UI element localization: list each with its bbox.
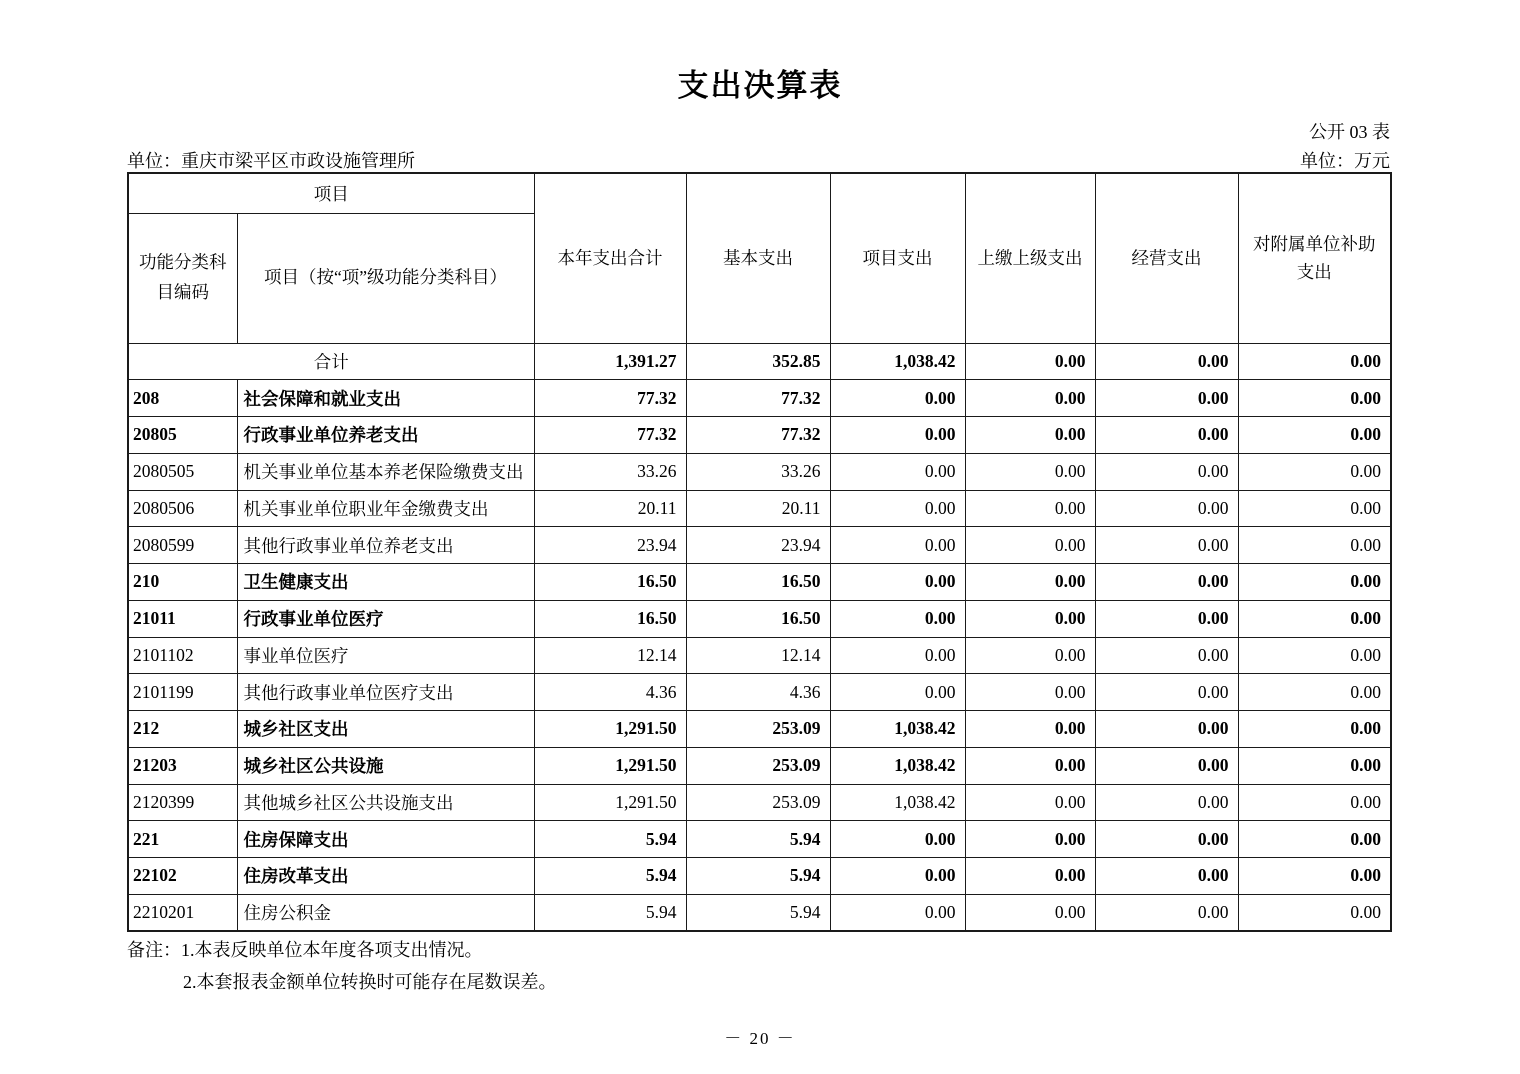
header-item: 项目（按“项”级功能分类科目） [237,213,534,343]
table-row [128,343,1391,380]
row-value: 1,038.42 [830,747,965,784]
row-value: 0.00 [1238,674,1391,711]
row-value: 0.00 [1095,858,1238,895]
row-code: 2080599 [128,527,237,564]
header-col-project-exp: 项目支出 [830,173,965,343]
row-value: 77.32 [534,417,686,454]
row-value: 0.00 [830,600,965,637]
row-code: 21203 [128,747,237,784]
row-value: 20.11 [686,490,830,527]
row-value: 0.00 [1238,380,1391,417]
row-value: 0.00 [830,564,965,601]
currency-unit-label: 单位：万元 [1300,151,1390,171]
row-value: 77.32 [686,380,830,417]
header-col-operating: 经营支出 [1095,173,1238,343]
row-value: 0.00 [965,600,1095,637]
row-value: 0.00 [1095,380,1238,417]
row-value: 0.00 [1238,527,1391,564]
row-value: 0.00 [1095,453,1238,490]
row-value: 0.00 [830,380,965,417]
row-value: 12.14 [534,637,686,674]
row-value: 5.94 [686,821,830,858]
row-value: 1,291.50 [534,711,686,748]
row-name: 机关事业单位职业年金缴费支出 [237,490,534,527]
header-group-project: 项目 [128,173,534,213]
table-row [128,417,1391,454]
row-value: 0.00 [830,527,965,564]
row-value: 4.36 [534,674,686,711]
row-value: 253.09 [686,784,830,821]
row-value: 1,038.42 [830,784,965,821]
row-value: 33.26 [534,453,686,490]
table-code-label: 公开 03 表 [1309,122,1390,142]
row-name: 住房保障支出 [237,821,534,858]
row-value: 20.11 [534,490,686,527]
row-value: 0.00 [1238,564,1391,601]
header-code: 功能分类科目编码 [128,213,237,343]
row-value: 33.26 [686,453,830,490]
row-value: 0.00 [1095,784,1238,821]
row-value: 4.36 [686,674,830,711]
row-value: 0.00 [1238,858,1391,895]
row-value: 0.00 [1095,600,1238,637]
row-value: 1,291.50 [534,784,686,821]
row-name: 行政事业单位医疗 [237,600,534,637]
page-title: 支出决算表 [677,68,843,103]
table-row [128,858,1391,895]
table-row [128,380,1391,417]
row-value: 0.00 [1238,490,1391,527]
row-value: 0.00 [1095,674,1238,711]
row-value: 0.00 [830,490,965,527]
row-value: 0.00 [965,784,1095,821]
row-value: 0.00 [1238,417,1391,454]
row-name: 机关事业单位基本养老保险缴费支出 [237,453,534,490]
row-value: 5.94 [686,894,830,931]
header-col-upper: 上缴上级支出 [965,173,1095,343]
row-value: 0.00 [965,711,1095,748]
row-value: 0.00 [965,747,1095,784]
row-value: 5.94 [534,858,686,895]
row-value: 0.00 [830,894,965,931]
row-value: 16.50 [534,564,686,601]
row-value: 0.00 [1238,784,1391,821]
row-code: 2080506 [128,490,237,527]
table-row [128,637,1391,674]
row-value: 5.94 [534,821,686,858]
row-value: 23.94 [686,527,830,564]
page-number: － 20 － [724,1029,796,1048]
expenditure-table [127,172,1392,932]
table-row [128,747,1391,784]
row-value: 1,391.27 [534,343,686,380]
row-code: 2080505 [128,453,237,490]
row-value: 0.00 [1095,527,1238,564]
row-value: 0.00 [965,380,1095,417]
reporting-unit-label: 单位：重庆市梁平区市政设施管理所 [127,151,415,171]
row-value: 0.00 [1095,564,1238,601]
row-name: 卫生健康支出 [237,564,534,601]
table-row [128,453,1391,490]
row-value: 0.00 [1095,343,1238,380]
row-value: 0.00 [1095,490,1238,527]
footnotes [127,934,1390,999]
row-value: 0.00 [1095,747,1238,784]
table-body [128,343,1391,931]
row-value: 16.50 [534,600,686,637]
row-code: 208 [128,380,237,417]
table-row [128,894,1391,931]
row-name: 行政事业单位养老支出 [237,417,534,454]
row-value: 0.00 [1238,637,1391,674]
row-value: 0.00 [1238,453,1391,490]
table-header [128,173,1391,343]
row-value: 0.00 [965,821,1095,858]
row-value: 0.00 [965,637,1095,674]
row-value: 0.00 [1095,711,1238,748]
row-code: 2101102 [128,637,237,674]
row-value: 0.00 [965,564,1095,601]
row-value: 253.09 [686,711,830,748]
table-row [128,711,1391,748]
row-code: 221 [128,821,237,858]
row-code: 20805 [128,417,237,454]
table-row [128,527,1391,564]
row-value: 23.94 [534,527,686,564]
row-code: 21011 [128,600,237,637]
row-name: 其他城乡社区公共设施支出 [237,784,534,821]
footnote-1: 备注：1.本表反映单位本年度各项支出情况。 [127,940,483,960]
row-value: 0.00 [1238,711,1391,748]
table-row [128,674,1391,711]
row-code: 2210201 [128,894,237,931]
row-value: 1,038.42 [830,711,965,748]
row-value: 0.00 [1095,894,1238,931]
row-name: 城乡社区公共设施 [237,747,534,784]
table-row [128,600,1391,637]
row-value: 0.00 [965,674,1095,711]
row-value: 16.50 [686,600,830,637]
row-value: 1,291.50 [534,747,686,784]
header-col-basic: 基本支出 [686,173,830,343]
row-value: 0.00 [830,417,965,454]
row-value: 0.00 [965,417,1095,454]
row-value: 0.00 [830,637,965,674]
row-total-label: 合计 [128,343,534,380]
row-value: 16.50 [686,564,830,601]
row-value: 0.00 [830,674,965,711]
row-name: 住房公积金 [237,894,534,931]
row-value: 77.32 [534,380,686,417]
header-col-subsidy: 对附属单位补助支出 [1238,173,1391,343]
row-name: 社会保障和就业支出 [237,380,534,417]
row-name: 住房改革支出 [237,858,534,895]
table-row [128,821,1391,858]
row-value: 0.00 [1238,343,1391,380]
row-code: 2120399 [128,784,237,821]
row-value: 0.00 [830,453,965,490]
row-value: 0.00 [965,343,1095,380]
row-value: 5.94 [534,894,686,931]
row-code: 212 [128,711,237,748]
row-value: 12.14 [686,637,830,674]
row-value: 0.00 [1238,747,1391,784]
table-row [128,564,1391,601]
table-row [128,784,1391,821]
row-code: 2101199 [128,674,237,711]
row-value: 0.00 [1095,417,1238,454]
row-value: 0.00 [1095,637,1238,674]
row-value: 0.00 [1238,894,1391,931]
row-value: 0.00 [1095,821,1238,858]
row-value: 352.85 [686,343,830,380]
row-value: 0.00 [830,858,965,895]
row-value: 0.00 [965,894,1095,931]
table-row [128,490,1391,527]
row-name: 事业单位医疗 [237,637,534,674]
row-value: 253.09 [686,747,830,784]
row-value: 0.00 [965,490,1095,527]
header-col-total: 本年支出合计 [534,173,686,343]
row-value: 1,038.42 [830,343,965,380]
row-value: 0.00 [1238,600,1391,637]
row-code: 210 [128,564,237,601]
row-name: 城乡社区支出 [237,711,534,748]
row-value: 0.00 [965,527,1095,564]
row-value: 77.32 [686,417,830,454]
row-value: 0.00 [1238,821,1391,858]
unit-row [127,147,1390,173]
row-value: 0.00 [965,858,1095,895]
row-code: 22102 [128,858,237,895]
row-name: 其他行政事业单位养老支出 [237,527,534,564]
row-name: 其他行政事业单位医疗支出 [237,674,534,711]
row-value: 5.94 [686,858,830,895]
footnote-2: 2.本套报表金额单位转换时可能存在尾数误差。 [183,972,557,993]
header-group-row [128,173,1391,213]
row-value: 0.00 [965,453,1095,490]
row-value: 0.00 [830,821,965,858]
